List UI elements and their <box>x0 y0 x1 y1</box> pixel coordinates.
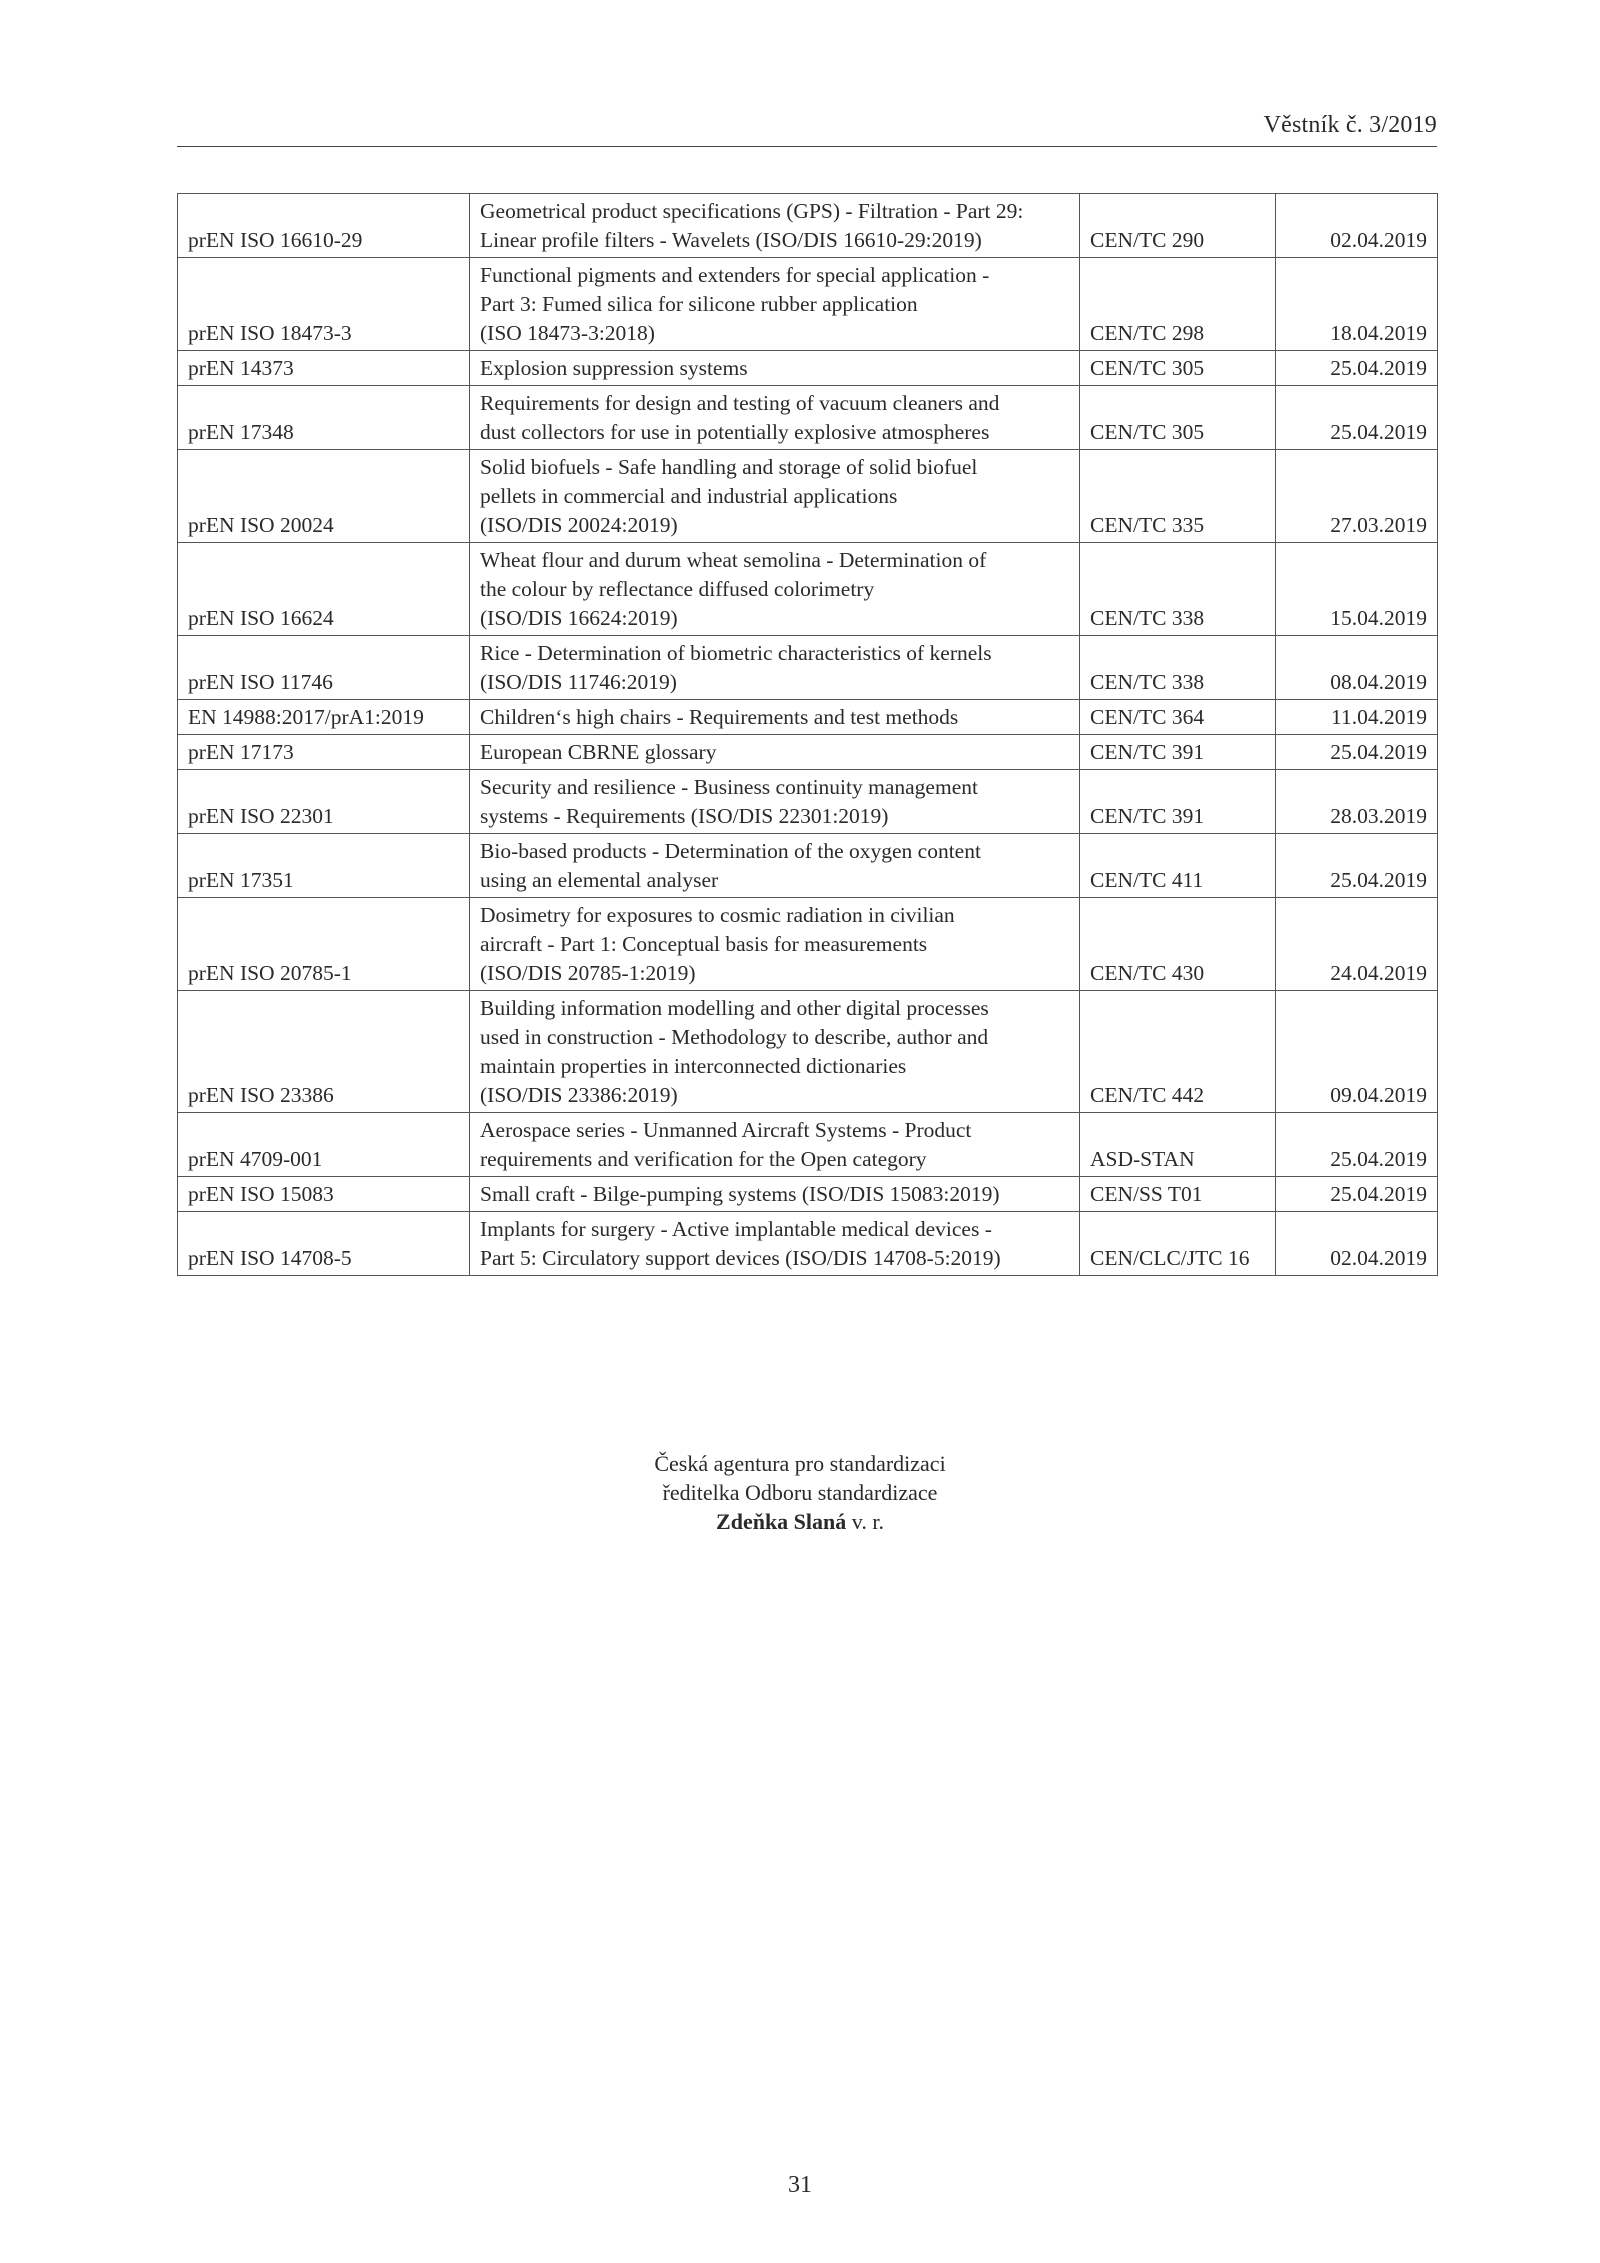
deadline-date-cell: 02.04.2019 <box>1276 1212 1438 1276</box>
table-row <box>178 636 1438 700</box>
committee-cell: ASD-STAN <box>1080 1113 1276 1177</box>
committee-cell: CEN/TC 411 <box>1080 834 1276 898</box>
standard-title-cell: Functional pigments and extenders for special application - Part 3: Fumed silica for silicone rubber application (ISO 18473-3:2018) <box>470 258 1080 351</box>
standard-title-cell: Rice - Determination of biometric characteristics of kernels (ISO/DIS 11746:2019) <box>470 636 1080 700</box>
committee-cell: CEN/TC 364 <box>1080 700 1276 735</box>
table-row <box>178 735 1438 770</box>
standard-code-cell: prEN ISO 20785-1 <box>178 898 470 991</box>
committee-cell: CEN/TC 335 <box>1080 450 1276 543</box>
standard-title-cell: Requirements for design and testing of vacuum cleaners and dust collectors for use in potentially explosive atmospheres <box>470 386 1080 450</box>
standard-code-cell: prEN ISO 11746 <box>178 636 470 700</box>
table-row <box>178 543 1438 636</box>
table-row <box>178 1113 1438 1177</box>
standard-title-cell: European CBRNE glossary <box>470 735 1080 770</box>
deadline-date-cell: 25.04.2019 <box>1276 386 1438 450</box>
agency-name: Česká agentura pro standardizaci <box>654 1451 946 1476</box>
deadline-date-cell: 15.04.2019 <box>1276 543 1438 636</box>
committee-cell: CEN/TC 290 <box>1080 194 1276 258</box>
deadline-date-cell: 02.04.2019 <box>1276 194 1438 258</box>
standard-title-cell: Security and resilience - Business continuity management systems - Requirements (ISO/DIS 22301:2019) <box>470 770 1080 834</box>
signatory-line <box>0 1507 1600 1536</box>
deadline-date-cell: 25.04.2019 <box>1276 1177 1438 1212</box>
standard-code-cell: prEN ISO 23386 <box>178 991 470 1113</box>
standard-title-cell: Aerospace series - Unmanned Aircraft Systems - Product requirements and verification for the Open category <box>470 1113 1080 1177</box>
standard-code-cell: EN 14988:2017/prA1:2019 <box>178 700 470 735</box>
standard-title-cell: Implants for surgery - Active implantable medical devices - Part 5: Circulatory support devices (ISO/DIS 14708-5:2019) <box>470 1212 1080 1276</box>
deadline-date-cell: 25.04.2019 <box>1276 351 1438 386</box>
standard-code-cell: prEN 17173 <box>178 735 470 770</box>
table-row <box>178 1212 1438 1276</box>
table-row <box>178 194 1438 258</box>
signatory-role: ředitelka Odboru standardizace <box>662 1480 938 1505</box>
deadline-date-cell: 28.03.2019 <box>1276 770 1438 834</box>
standard-title-cell: Dosimetry for exposures to cosmic radiation in civilian aircraft - Part 1: Conceptual basis for measurements (ISO/DIS 20785-1:2019) <box>470 898 1080 991</box>
standard-title-cell: Wheat flour and durum wheat semolina - Determination of the colour by reflectance diffused colorimetry (ISO/DIS 16624:2019) <box>470 543 1080 636</box>
standard-code-cell: prEN 4709-001 <box>178 1113 470 1177</box>
standard-code-cell: prEN ISO 16610-29 <box>178 194 470 258</box>
table-row <box>178 1177 1438 1212</box>
page-header <box>177 110 1437 147</box>
standard-title-cell: Explosion suppression systems <box>470 351 1080 386</box>
page-number: 31 <box>788 2172 812 2198</box>
signature-block <box>0 1449 1600 1536</box>
standard-code-cell: prEN ISO 14708-5 <box>178 1212 470 1276</box>
table-row <box>178 770 1438 834</box>
table-row <box>178 450 1438 543</box>
committee-cell: CEN/TC 305 <box>1080 351 1276 386</box>
standard-title-cell: Small craft - Bilge-pumping systems (ISO/DIS 15083:2019) <box>470 1177 1080 1212</box>
standards-table <box>177 193 1438 1276</box>
deadline-date-cell: 25.04.2019 <box>1276 735 1438 770</box>
table-row <box>178 898 1438 991</box>
committee-cell: CEN/TC 305 <box>1080 386 1276 450</box>
standard-code-cell: prEN ISO 18473-3 <box>178 258 470 351</box>
standard-code-cell: prEN ISO 22301 <box>178 770 470 834</box>
committee-cell: CEN/TC 391 <box>1080 770 1276 834</box>
bulletin-title: Věstník č. 3/2019 <box>1263 112 1437 138</box>
table-row <box>178 991 1438 1113</box>
table-row <box>178 258 1438 351</box>
committee-cell: CEN/CLC/JTC 16 <box>1080 1212 1276 1276</box>
deadline-date-cell: 25.04.2019 <box>1276 1113 1438 1177</box>
deadline-date-cell: 09.04.2019 <box>1276 991 1438 1113</box>
standard-code-cell: prEN ISO 20024 <box>178 450 470 543</box>
standard-code-cell: prEN 17351 <box>178 834 470 898</box>
table-row <box>178 351 1438 386</box>
deadline-date-cell: 18.04.2019 <box>1276 258 1438 351</box>
committee-cell: CEN/SS T01 <box>1080 1177 1276 1212</box>
table-row <box>178 834 1438 898</box>
standard-title-cell: Geometrical product specifications (GPS) - Filtration - Part 29: Linear profile filters - Wavelets (ISO/DIS 16610-29:2019) <box>470 194 1080 258</box>
standard-title-cell: Bio-based products - Determination of the oxygen content using an elemental analyser <box>470 834 1080 898</box>
deadline-date-cell: 11.04.2019 <box>1276 700 1438 735</box>
deadline-date-cell: 08.04.2019 <box>1276 636 1438 700</box>
deadline-date-cell: 27.03.2019 <box>1276 450 1438 543</box>
committee-cell: CEN/TC 391 <box>1080 735 1276 770</box>
standard-code-cell: prEN ISO 15083 <box>178 1177 470 1212</box>
committee-cell: CEN/TC 430 <box>1080 898 1276 991</box>
committee-cell: CEN/TC 338 <box>1080 636 1276 700</box>
standard-title-cell: Building information modelling and other digital processes used in construction - Methodology to describe, author and maintain properties in interconnected dictionaries (ISO/DIS 23386:2019) <box>470 991 1080 1113</box>
deadline-date-cell: 24.04.2019 <box>1276 898 1438 991</box>
signatory-suffix: v. r. <box>846 1509 884 1534</box>
committee-cell: CEN/TC 442 <box>1080 991 1276 1113</box>
standard-code-cell: prEN 17348 <box>178 386 470 450</box>
standards-table-body <box>178 194 1438 1276</box>
standard-code-cell: prEN ISO 16624 <box>178 543 470 636</box>
standard-title-cell: Children‘s high chairs - Requirements and test methods <box>470 700 1080 735</box>
standard-code-cell: prEN 14373 <box>178 351 470 386</box>
signatory-name: Zdeňka Slaná <box>716 1509 847 1534</box>
standard-title-cell: Solid biofuels - Safe handling and storage of solid biofuel pellets in commercial and industrial applications (ISO/DIS 20024:2019) <box>470 450 1080 543</box>
deadline-date-cell: 25.04.2019 <box>1276 834 1438 898</box>
committee-cell: CEN/TC 338 <box>1080 543 1276 636</box>
table-row <box>178 700 1438 735</box>
committee-cell: CEN/TC 298 <box>1080 258 1276 351</box>
table-row <box>178 386 1438 450</box>
